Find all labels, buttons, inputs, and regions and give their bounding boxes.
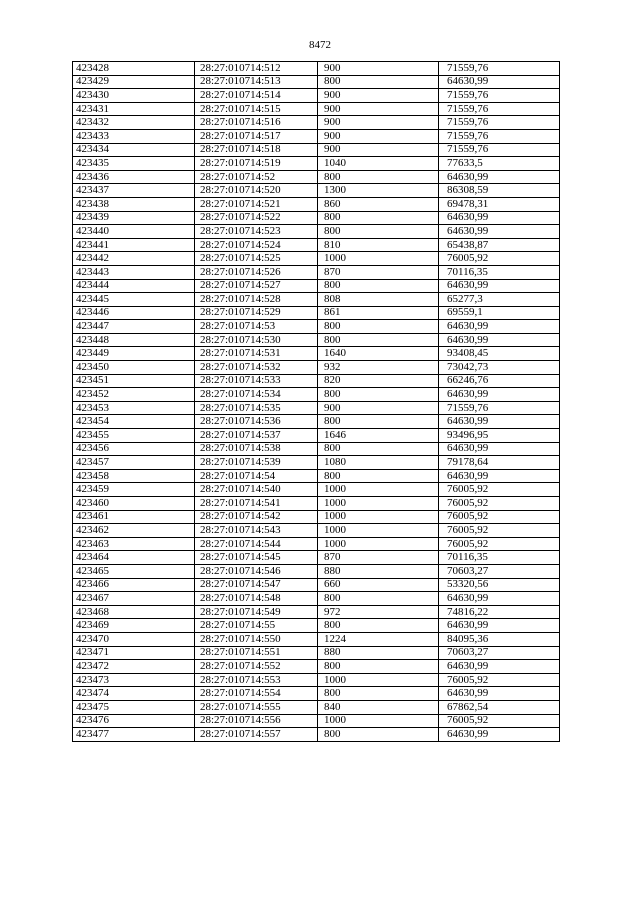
table-row [73, 238, 560, 252]
area-cell: 900 [318, 62, 439, 76]
table-row [73, 388, 560, 402]
cadastral-number-cell: 28:27:010714:512 [195, 62, 318, 76]
cadastral-number-cell: 28:27:010714:552 [195, 660, 318, 674]
area-cell: 1000 [318, 673, 439, 687]
cadastral-number-cell: 28:27:010714:542 [195, 510, 318, 524]
record-id-cell: 423474 [73, 687, 195, 701]
record-id-cell: 423451 [73, 374, 195, 388]
area-cell: 800 [318, 728, 439, 742]
table-row [73, 429, 560, 443]
table-row [73, 265, 560, 279]
value-cell: 69559,1 [439, 306, 560, 320]
cadastral-number-cell: 28:27:010714:520 [195, 184, 318, 198]
area-cell: 1000 [318, 483, 439, 497]
table-row [73, 497, 560, 511]
area-cell: 800 [318, 619, 439, 633]
cadastral-number-cell: 28:27:010714:544 [195, 537, 318, 551]
cadastral-number-cell: 28:27:010714:557 [195, 728, 318, 742]
table-row [73, 225, 560, 239]
value-cell: 64630,99 [439, 320, 560, 334]
record-id-cell: 423446 [73, 306, 195, 320]
area-cell: 840 [318, 700, 439, 714]
record-id-cell: 423456 [73, 442, 195, 456]
area-cell: 1080 [318, 456, 439, 470]
record-id-cell: 423475 [73, 700, 195, 714]
record-id-cell: 423433 [73, 129, 195, 143]
table-row [73, 728, 560, 742]
area-cell: 880 [318, 564, 439, 578]
value-cell: 70116,35 [439, 265, 560, 279]
value-cell: 76005,92 [439, 524, 560, 538]
record-id-cell: 423449 [73, 347, 195, 361]
value-cell: 70603,27 [439, 564, 560, 578]
record-id-cell: 423440 [73, 225, 195, 239]
table-row [73, 129, 560, 143]
cadastral-number-cell: 28:27:010714:529 [195, 306, 318, 320]
area-cell: 1040 [318, 157, 439, 171]
table-row [73, 293, 560, 307]
value-cell: 84095,36 [439, 632, 560, 646]
cadastral-number-cell: 28:27:010714:514 [195, 89, 318, 103]
cadastral-number-cell: 28:27:010714:52 [195, 170, 318, 184]
value-cell: 93496,95 [439, 429, 560, 443]
table-row [73, 578, 560, 592]
cadastral-number-cell: 28:27:010714:530 [195, 333, 318, 347]
table-row [73, 564, 560, 578]
area-cell: 972 [318, 605, 439, 619]
area-cell: 660 [318, 578, 439, 592]
value-cell: 70116,35 [439, 551, 560, 565]
cadastral-number-cell: 28:27:010714:524 [195, 238, 318, 252]
cadastral-number-cell: 28:27:010714:523 [195, 225, 318, 239]
area-cell: 870 [318, 265, 439, 279]
table-row [73, 687, 560, 701]
table-row [73, 524, 560, 538]
value-cell: 64630,99 [439, 442, 560, 456]
cadastral-number-cell: 28:27:010714:528 [195, 293, 318, 307]
area-cell: 900 [318, 102, 439, 116]
cadastral-number-cell: 28:27:010714:551 [195, 646, 318, 660]
table-row [73, 401, 560, 415]
area-cell: 800 [318, 660, 439, 674]
area-cell: 861 [318, 306, 439, 320]
area-cell: 800 [318, 170, 439, 184]
area-cell: 880 [318, 646, 439, 660]
value-cell: 77633,5 [439, 157, 560, 171]
value-cell: 73042,73 [439, 361, 560, 375]
record-id-cell: 423452 [73, 388, 195, 402]
table-row [73, 157, 560, 171]
cadastral-number-cell: 28:27:010714:540 [195, 483, 318, 497]
table-row [73, 632, 560, 646]
value-cell: 71559,76 [439, 116, 560, 130]
cadastral-number-cell: 28:27:010714:554 [195, 687, 318, 701]
record-id-cell: 423429 [73, 75, 195, 89]
cadastral-number-cell: 28:27:010714:538 [195, 442, 318, 456]
value-cell: 64630,99 [439, 211, 560, 225]
area-cell: 1640 [318, 347, 439, 361]
table-row [73, 537, 560, 551]
record-id-cell: 423464 [73, 551, 195, 565]
record-id-cell: 423460 [73, 497, 195, 511]
record-id-cell: 423428 [73, 62, 195, 76]
value-cell: 86308,59 [439, 184, 560, 198]
area-cell: 900 [318, 401, 439, 415]
record-id-cell: 423466 [73, 578, 195, 592]
area-cell: 900 [318, 89, 439, 103]
data-table [72, 61, 560, 742]
area-cell: 800 [318, 687, 439, 701]
record-id-cell: 423473 [73, 673, 195, 687]
cadastral-number-cell: 28:27:010714:55 [195, 619, 318, 633]
table-row [73, 361, 560, 375]
area-cell: 800 [318, 388, 439, 402]
cadastral-number-cell: 28:27:010714:550 [195, 632, 318, 646]
table-row [73, 442, 560, 456]
cadastral-number-cell: 28:27:010714:555 [195, 700, 318, 714]
area-cell: 1000 [318, 510, 439, 524]
table-row [73, 170, 560, 184]
area-cell: 900 [318, 116, 439, 130]
cadastral-number-cell: 28:27:010714:547 [195, 578, 318, 592]
value-cell: 65438,87 [439, 238, 560, 252]
table-row [73, 592, 560, 606]
area-cell: 800 [318, 415, 439, 429]
value-cell: 64630,99 [439, 225, 560, 239]
record-id-cell: 423463 [73, 537, 195, 551]
value-cell: 64630,99 [439, 660, 560, 674]
record-id-cell: 423438 [73, 197, 195, 211]
record-id-cell: 423430 [73, 89, 195, 103]
area-cell: 800 [318, 75, 439, 89]
table-row [73, 347, 560, 361]
record-id-cell: 423435 [73, 157, 195, 171]
record-id-cell: 423467 [73, 592, 195, 606]
table-row [73, 415, 560, 429]
record-id-cell: 423443 [73, 265, 195, 279]
record-id-cell: 423436 [73, 170, 195, 184]
table-row [73, 374, 560, 388]
area-cell: 1000 [318, 497, 439, 511]
cadastral-number-cell: 28:27:010714:531 [195, 347, 318, 361]
table-row [73, 116, 560, 130]
cadastral-number-cell: 28:27:010714:54 [195, 469, 318, 483]
cadastral-number-cell: 28:27:010714:537 [195, 429, 318, 443]
value-cell: 71559,76 [439, 129, 560, 143]
cadastral-number-cell: 28:27:010714:517 [195, 129, 318, 143]
table-row [73, 333, 560, 347]
record-id-cell: 423457 [73, 456, 195, 470]
value-cell: 69478,31 [439, 197, 560, 211]
area-cell: 800 [318, 442, 439, 456]
value-cell: 64630,99 [439, 728, 560, 742]
value-cell: 64630,99 [439, 279, 560, 293]
page-number: 8472 [309, 39, 331, 51]
record-id-cell: 423441 [73, 238, 195, 252]
area-cell: 1646 [318, 429, 439, 443]
cadastral-number-cell: 28:27:010714:518 [195, 143, 318, 157]
cadastral-number-cell: 28:27:010714:553 [195, 673, 318, 687]
record-id-cell: 423431 [73, 102, 195, 116]
value-cell: 64630,99 [439, 75, 560, 89]
cadastral-number-cell: 28:27:010714:515 [195, 102, 318, 116]
record-id-cell: 423472 [73, 660, 195, 674]
record-id-cell: 423454 [73, 415, 195, 429]
cadastral-number-cell: 28:27:010714:513 [195, 75, 318, 89]
record-id-cell: 423445 [73, 293, 195, 307]
area-cell: 1000 [318, 714, 439, 728]
cadastral-number-cell: 28:27:010714:522 [195, 211, 318, 225]
table-row [73, 700, 560, 714]
table-row [73, 211, 560, 225]
cadastral-number-cell: 28:27:010714:536 [195, 415, 318, 429]
record-id-cell: 423468 [73, 605, 195, 619]
record-id-cell: 423459 [73, 483, 195, 497]
value-cell: 71559,76 [439, 401, 560, 415]
table-row [73, 660, 560, 674]
cadastral-number-cell: 28:27:010714:527 [195, 279, 318, 293]
value-cell: 71559,76 [439, 102, 560, 116]
value-cell: 66246,76 [439, 374, 560, 388]
area-cell: 1000 [318, 537, 439, 551]
table-row [73, 89, 560, 103]
table-row [73, 646, 560, 660]
cadastral-number-cell: 28:27:010714:549 [195, 605, 318, 619]
record-id-cell: 423434 [73, 143, 195, 157]
area-cell: 800 [318, 279, 439, 293]
area-cell: 800 [318, 333, 439, 347]
record-id-cell: 423462 [73, 524, 195, 538]
table-row [73, 252, 560, 266]
value-cell: 71559,76 [439, 89, 560, 103]
area-cell: 820 [318, 374, 439, 388]
value-cell: 64630,99 [439, 388, 560, 402]
table-row [73, 184, 560, 198]
record-id-cell: 423461 [73, 510, 195, 524]
table-row [73, 279, 560, 293]
cadastral-number-cell: 28:27:010714:532 [195, 361, 318, 375]
value-cell: 67862,54 [439, 700, 560, 714]
area-cell: 808 [318, 293, 439, 307]
area-cell: 870 [318, 551, 439, 565]
table-row [73, 102, 560, 116]
value-cell: 71559,76 [439, 62, 560, 76]
record-id-cell: 423455 [73, 429, 195, 443]
table-row [73, 605, 560, 619]
area-cell: 932 [318, 361, 439, 375]
value-cell: 76005,92 [439, 510, 560, 524]
area-cell: 800 [318, 211, 439, 225]
table-body [73, 62, 560, 742]
value-cell: 64630,99 [439, 687, 560, 701]
cadastral-number-cell: 28:27:010714:539 [195, 456, 318, 470]
value-cell: 64630,99 [439, 469, 560, 483]
table-row [73, 75, 560, 89]
value-cell: 76005,92 [439, 714, 560, 728]
record-id-cell: 423471 [73, 646, 195, 660]
area-cell: 1000 [318, 252, 439, 266]
table-row [73, 510, 560, 524]
table-row [73, 62, 560, 76]
table-row [73, 456, 560, 470]
value-cell: 76005,92 [439, 483, 560, 497]
value-cell: 93408,45 [439, 347, 560, 361]
cadastral-number-cell: 28:27:010714:546 [195, 564, 318, 578]
record-id-cell: 423469 [73, 619, 195, 633]
record-id-cell: 423448 [73, 333, 195, 347]
value-cell: 64630,99 [439, 415, 560, 429]
record-id-cell: 423447 [73, 320, 195, 334]
value-cell: 71559,76 [439, 143, 560, 157]
value-cell: 64630,99 [439, 170, 560, 184]
table-row [73, 551, 560, 565]
area-cell: 900 [318, 129, 439, 143]
table-row [73, 673, 560, 687]
record-id-cell: 423453 [73, 401, 195, 415]
record-id-cell: 423450 [73, 361, 195, 375]
cadastral-number-cell: 28:27:010714:543 [195, 524, 318, 538]
record-id-cell: 423477 [73, 728, 195, 742]
table-row [73, 714, 560, 728]
area-cell: 1000 [318, 524, 439, 538]
record-id-cell: 423465 [73, 564, 195, 578]
value-cell: 76005,92 [439, 497, 560, 511]
area-cell: 1224 [318, 632, 439, 646]
area-cell: 800 [318, 225, 439, 239]
value-cell: 74816,22 [439, 605, 560, 619]
value-cell: 76005,92 [439, 537, 560, 551]
value-cell: 53320,56 [439, 578, 560, 592]
cadastral-number-cell: 28:27:010714:525 [195, 252, 318, 266]
value-cell: 76005,92 [439, 673, 560, 687]
record-id-cell: 423458 [73, 469, 195, 483]
record-id-cell: 423437 [73, 184, 195, 198]
cadastral-number-cell: 28:27:010714:545 [195, 551, 318, 565]
area-cell: 810 [318, 238, 439, 252]
table-row [73, 483, 560, 497]
value-cell: 64630,99 [439, 592, 560, 606]
cadastral-number-cell: 28:27:010714:53 [195, 320, 318, 334]
value-cell: 64630,99 [439, 333, 560, 347]
value-cell: 70603,27 [439, 646, 560, 660]
value-cell: 79178,64 [439, 456, 560, 470]
record-id-cell: 423476 [73, 714, 195, 728]
cadastral-number-cell: 28:27:010714:541 [195, 497, 318, 511]
value-cell: 65277,3 [439, 293, 560, 307]
record-id-cell: 423432 [73, 116, 195, 130]
cadastral-number-cell: 28:27:010714:521 [195, 197, 318, 211]
area-cell: 800 [318, 592, 439, 606]
record-id-cell: 423444 [73, 279, 195, 293]
table-row [73, 469, 560, 483]
table-row [73, 320, 560, 334]
cadastral-number-cell: 28:27:010714:526 [195, 265, 318, 279]
record-id-cell: 423442 [73, 252, 195, 266]
area-cell: 800 [318, 320, 439, 334]
area-cell: 800 [318, 469, 439, 483]
table-row [73, 619, 560, 633]
value-cell: 64630,99 [439, 619, 560, 633]
cadastral-number-cell: 28:27:010714:519 [195, 157, 318, 171]
cadastral-number-cell: 28:27:010714:516 [195, 116, 318, 130]
cadastral-number-cell: 28:27:010714:533 [195, 374, 318, 388]
area-cell: 900 [318, 143, 439, 157]
cadastral-number-cell: 28:27:010714:556 [195, 714, 318, 728]
record-id-cell: 423470 [73, 632, 195, 646]
cadastral-number-cell: 28:27:010714:548 [195, 592, 318, 606]
area-cell: 860 [318, 197, 439, 211]
value-cell: 76005,92 [439, 252, 560, 266]
area-cell: 1300 [318, 184, 439, 198]
record-id-cell: 423439 [73, 211, 195, 225]
cadastral-number-cell: 28:27:010714:534 [195, 388, 318, 402]
table-row [73, 197, 560, 211]
cadastral-number-cell: 28:27:010714:535 [195, 401, 318, 415]
table-row [73, 306, 560, 320]
table-row [73, 143, 560, 157]
